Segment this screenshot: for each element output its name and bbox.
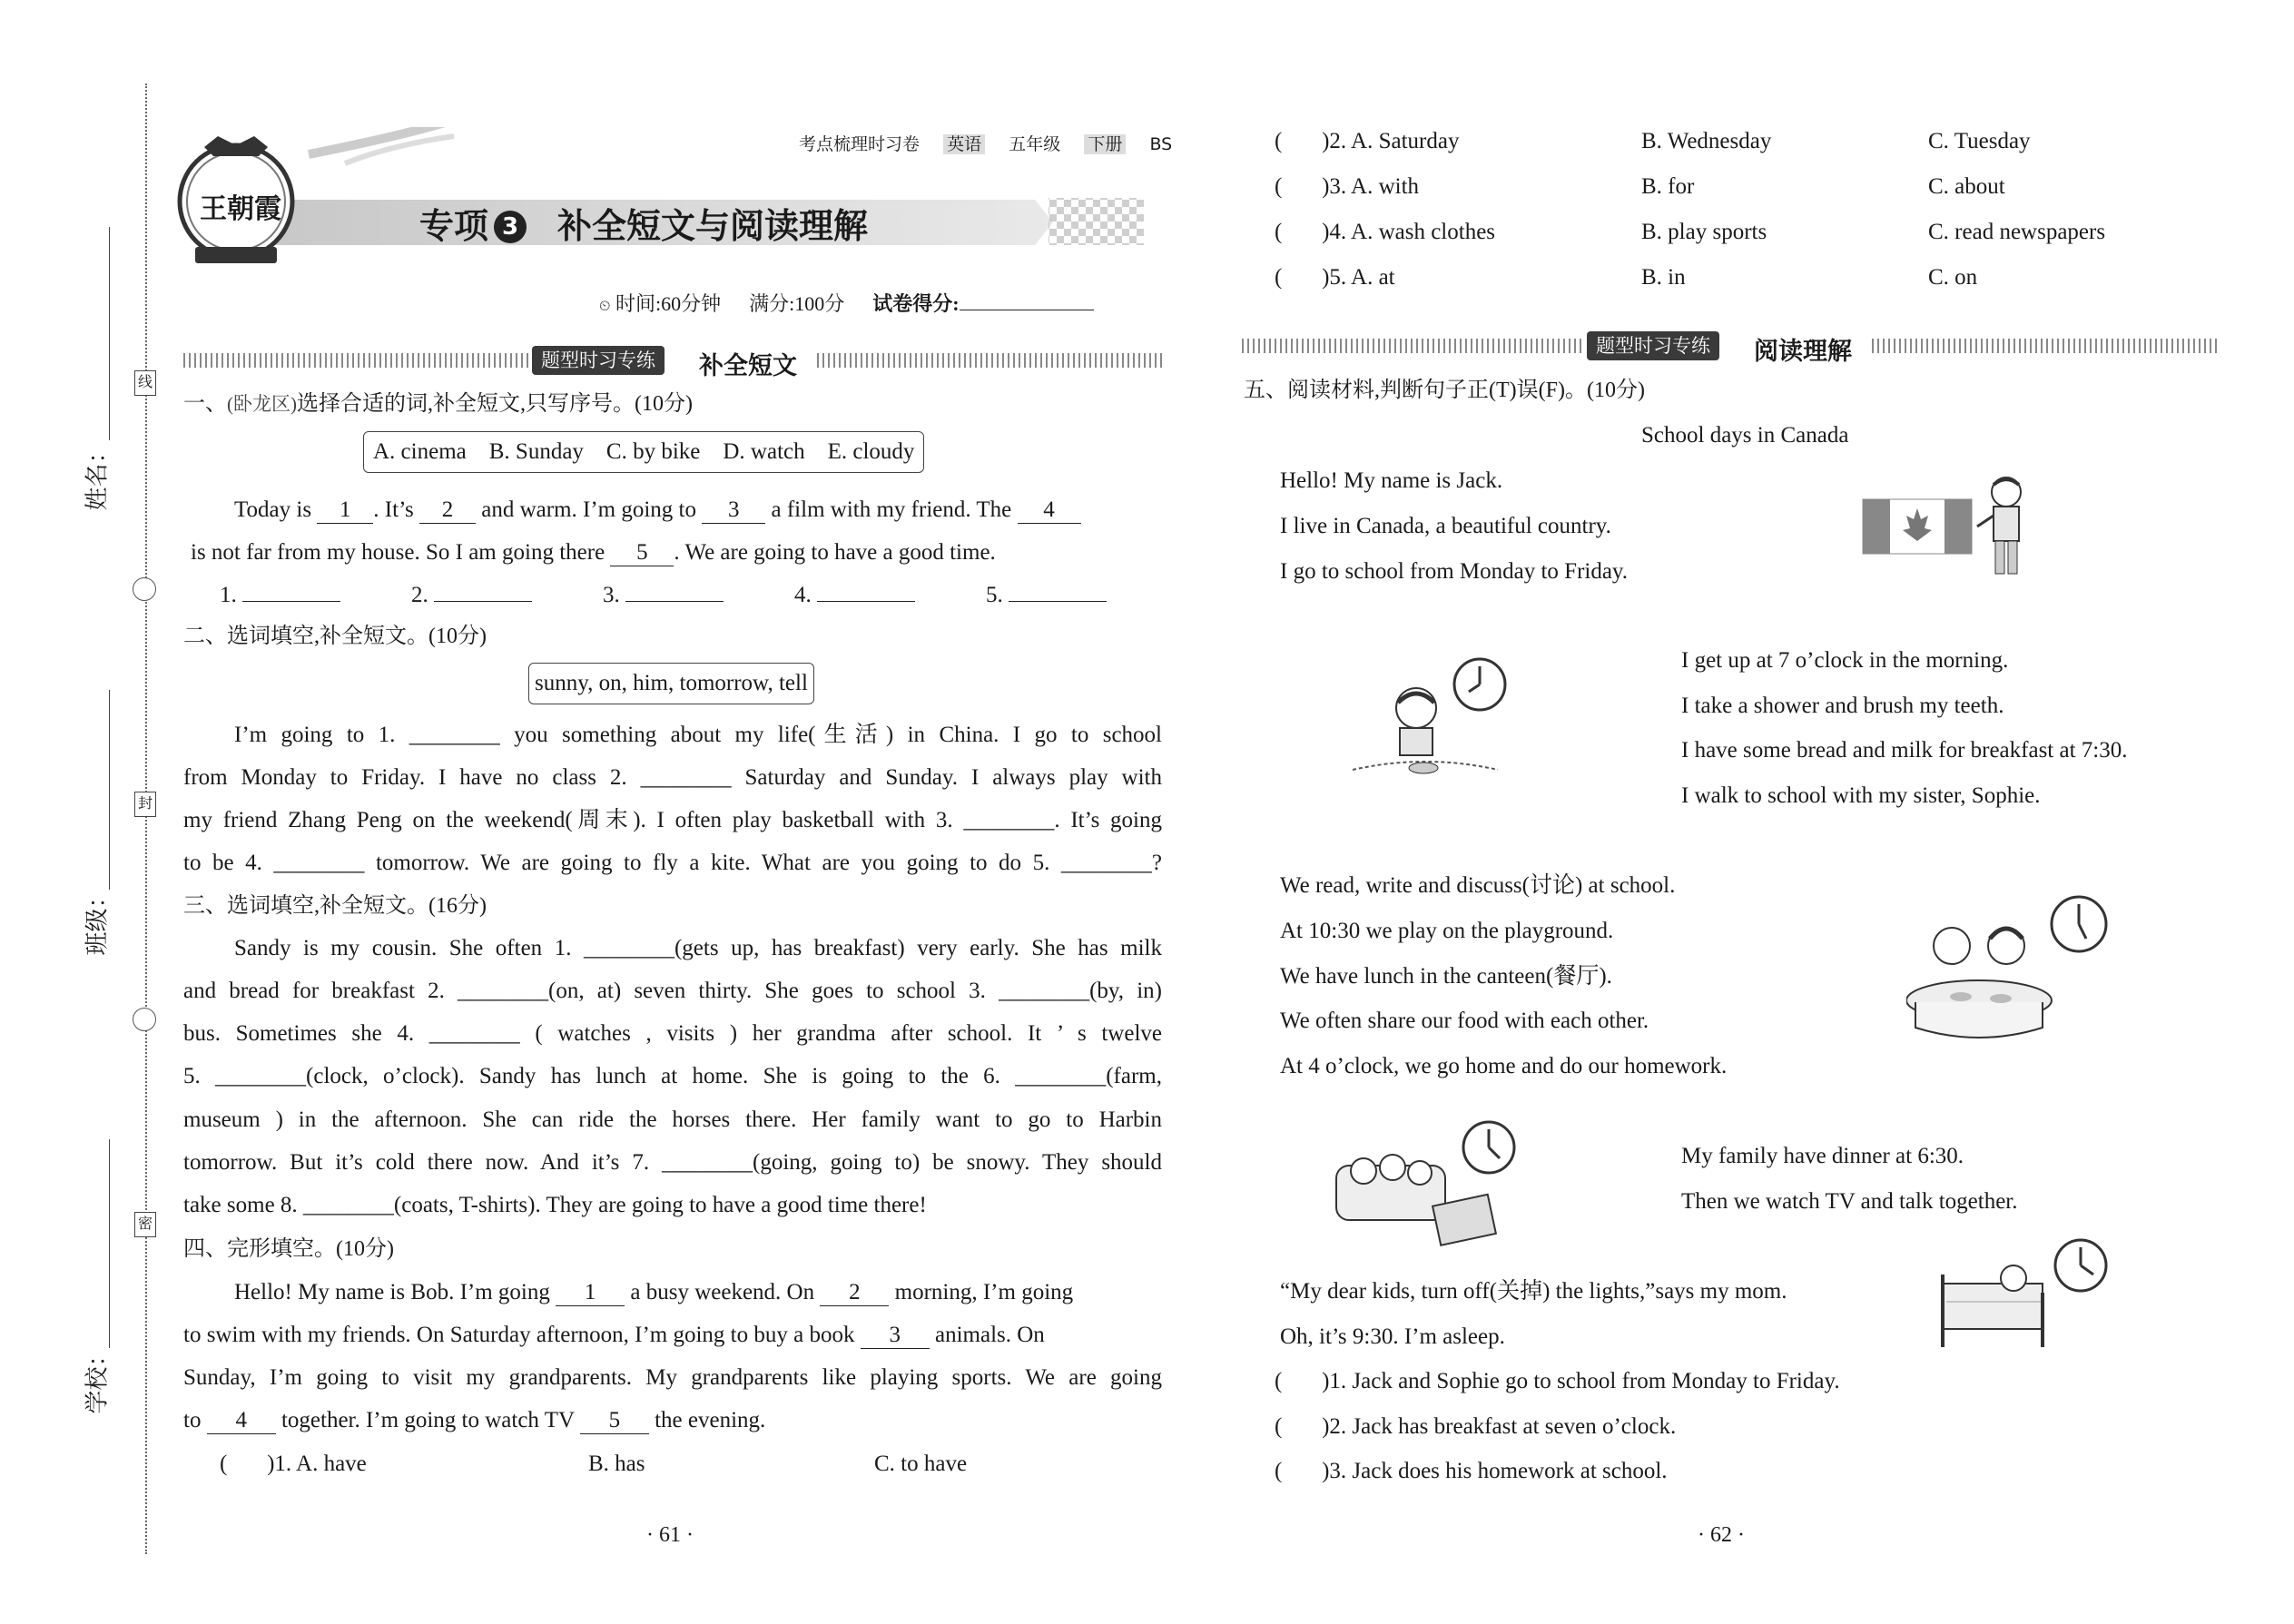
seal-mark-xian: 线: [134, 370, 156, 396]
subject: 英语: [943, 134, 985, 154]
time-limit: 时间:60分钟: [615, 292, 722, 315]
q4-blank-2: 2: [820, 1280, 889, 1306]
logo-text: 王朝霞: [200, 193, 281, 225]
q4-text: to swim with my friends. On Saturday afternoon, I’m going to buy a book: [183, 1323, 861, 1347]
q4-text: together. I’m going to watch TV: [275, 1408, 580, 1432]
q1-blank-3: 3: [702, 497, 765, 524]
edition: BS: [1149, 134, 1173, 154]
family-tv-illustration: [1327, 1117, 1527, 1253]
story-line: Oh, it’s 9:30. I’m asleep.: [1280, 1324, 1505, 1349]
story-line: At 10:30 we play on the playground.: [1280, 919, 1614, 943]
q2-line-4: to be 4. ________ tomorrow. We are going to fly a kite. What are you going to do 5. ________?: [183, 851, 1162, 875]
story-line: Then we watch TV and talk together.: [1681, 1189, 2018, 1214]
q4-text: animals. On: [929, 1323, 1045, 1347]
grade: 五年级: [1009, 134, 1061, 154]
section-bar-right: [817, 353, 1162, 368]
q1-answer-1: 1.: [220, 583, 340, 607]
class-blank-line: [109, 690, 110, 890]
story-line: I have some bread and milk for breakfast at 7:30.: [1681, 738, 2128, 763]
series-name: 考点梳理时习卷: [799, 134, 921, 154]
section-bar-left: [1242, 339, 1583, 353]
q1-heading: [183, 393, 693, 416]
canada-flag-illustration: [1861, 476, 2043, 585]
q4-line-4: [183, 1399, 765, 1442]
story-line: We read, write and discuss(讨论) at school.: [1280, 873, 1676, 898]
q3-line-4: 5. ________(clock, o’clock). Sandy has lunch at home. She is going to the 6. ________(farm,: [183, 1064, 1162, 1088]
q3-line-7: take some 8. ________(coats, T-shirts). They are going to have a good time there!: [183, 1193, 927, 1217]
q1-text: . It’s: [373, 497, 419, 522]
title-number-badge: 3: [494, 211, 527, 243]
exam-info: [599, 289, 1094, 317]
full-score: 满分:100分: [749, 292, 845, 315]
judge-item-3: ( )3. Jack does his homework at school.: [1275, 1459, 1668, 1483]
q4-option-1-a: ( )1. A. have: [220, 1452, 367, 1476]
q1-blank-5: 5: [610, 540, 674, 566]
q4-option-1-c: C. to have: [874, 1452, 968, 1476]
q4-option-2-a: ( )2. A. Saturday: [1275, 129, 1460, 153]
q4-option-5-c: C. on: [1928, 265, 1978, 290]
q3-line-1: Sandy is my cousin. She often 1. ________(gets up, has breakfast) very early. She has milk: [234, 936, 1162, 960]
bedtime-illustration: [1934, 1238, 2115, 1356]
judge-item-2: ( )2. Jack has breakfast at seven o’clock.: [1275, 1414, 1677, 1439]
story-line: My family have dinner at 6:30.: [1681, 1144, 1964, 1168]
q3-line-5: museum ) in the afternoon. She can ride the horses there. Her family want to go to Harbin: [183, 1107, 1162, 1132]
story-line: Hello! My name is Jack.: [1280, 468, 1503, 493]
section-title-reading: 阅读理解: [1754, 338, 1852, 366]
q4-blank-3: 3: [861, 1323, 930, 1349]
section-bar-left: [183, 353, 528, 368]
q1-region: (卧龙区): [227, 393, 297, 415]
page-number-left: · 61 ·: [646, 1523, 694, 1547]
page-number-right: · 62 ·: [1698, 1523, 1745, 1547]
q4-blank-4: 4: [207, 1408, 276, 1434]
lunch-illustration: [1906, 891, 2115, 1055]
q4-text: to: [183, 1408, 207, 1432]
q4-line-1: [234, 1271, 1162, 1314]
score-label: 试卷得分:: [872, 292, 960, 315]
q4-option-4-c: C. read newspapers: [1928, 220, 2106, 244]
q4-text: Hello! My name is Bob. I’m going: [234, 1280, 556, 1304]
term: 下册: [1084, 134, 1126, 154]
q3-line-3: bus. Sometimes she 4. ________ ( watches , visits ) her grandma after school. It ’ s twelve: [183, 1021, 1162, 1046]
section-title-cloze: 补全短文: [699, 352, 797, 380]
q4-option-4-b: B. play sports: [1641, 220, 1767, 244]
q4-blank-1: 1: [556, 1280, 625, 1306]
q1-answer-3: 3.: [603, 583, 724, 607]
story-line: We have lunch in the canteen(餐厅).: [1280, 964, 1612, 989]
q4-option-3-b: B. for: [1641, 174, 1695, 199]
section-bar-right: [1872, 339, 2220, 353]
q5-heading: 五、阅读材料,判断句子正(T)误(F)。(10分): [1244, 379, 1645, 402]
q4-option-5-b: B. in: [1641, 265, 1686, 290]
q1-text: a film with my friend. The: [765, 497, 1018, 522]
title-prefix: 专项: [419, 206, 489, 246]
q2-line-2: from Monday to Friday. I have no class 2. ________ Saturday and Sunday. I always play with: [183, 765, 1162, 790]
q4-heading: 四、完形填空。(10分): [183, 1237, 394, 1261]
q4-option-2-b: B. Wednesday: [1641, 129, 1772, 153]
q4-text: the evening.: [648, 1408, 766, 1432]
q4-option-3-a: ( )3. A. with: [1275, 174, 1420, 199]
school-blank-line: [109, 1139, 110, 1348]
q1-instruction: 选择合适的词,补全短文,只写序号。(10分): [297, 392, 693, 416]
story-line: I go to school from Monday to Friday.: [1280, 559, 1629, 584]
binding-knot-icon: [133, 1008, 156, 1031]
q4-line-3: Sunday, I’m going to visit my grandparents. My grandparents like playing sports. We are going: [183, 1365, 1162, 1390]
q2-line-3: my friend Zhang Peng on the weekend(周末). I often play basketball with 3. ________. It’s going: [183, 808, 1162, 832]
school-label: 学校：: [84, 1343, 111, 1414]
q1-answer-4: 4.: [794, 583, 915, 607]
title-main: 补全短文与阅读理解: [557, 206, 869, 246]
story-line: I live in Canada, a beautiful country.: [1280, 514, 1611, 538]
story-line: We often share our food with each other.: [1280, 1009, 1649, 1033]
q1-line-2: [191, 531, 996, 575]
q1-blank-2: 2: [419, 497, 476, 524]
seal-mark-mi: 密: [134, 1212, 156, 1237]
section-badge: 题型时习专练: [532, 346, 665, 375]
story-line: “My dear kids, turn off(关掉) the lights,”says my mom.: [1280, 1279, 1787, 1304]
q4-option-3-c: C. about: [1928, 174, 2005, 199]
q1-blank-1: 1: [317, 497, 373, 524]
q1-answer-5: 5.: [986, 583, 1107, 607]
q4-text: a busy weekend. On: [625, 1280, 821, 1304]
section-badge: 题型时习专练: [1587, 331, 1719, 360]
q1-answer-row: [220, 574, 1107, 617]
binding-dotted-line: [145, 84, 147, 1554]
q1-answer-2: 2.: [411, 583, 532, 607]
binding-knot-icon: [133, 577, 156, 601]
name-label: 姓名：: [84, 439, 111, 511]
page-title: [419, 198, 868, 248]
q4-option-4-a: ( )4. A. wash clothes: [1275, 220, 1496, 244]
q3-heading: 三、选词填空,补全短文。(16分): [183, 894, 487, 918]
q4-option-5-a: ( )5. A. at: [1275, 265, 1395, 290]
q2-line-1: I’m going to 1. ________ you something about my life(生活) in China. I go to school: [234, 723, 1162, 747]
q4-option-2-c: C. Tuesday: [1928, 129, 2031, 153]
story-line: I walk to school with my sister, Sophie.: [1681, 783, 2041, 808]
story-title: School days in Canada: [1641, 423, 1849, 448]
q1-text: and warm. I’m going to: [476, 497, 703, 522]
q3-line-6: tomorrow. But it’s cold there now. And it’s 7. ________(going, going to) be snowy. They should: [183, 1150, 1162, 1175]
q1-text: . We are going to have a good time.: [674, 540, 996, 565]
story-line: I get up at 7 o’clock in the morning.: [1681, 648, 2009, 673]
q2-heading: 二、选词填空,补全短文。(10分): [183, 625, 487, 648]
q1-word-box: A. cinema B. Sunday C. by bike D. watch E. cloudy: [363, 431, 924, 473]
q4-blank-5: 5: [580, 1408, 649, 1434]
story-line: At 4 o’clock, we go home and do our homework.: [1280, 1054, 1728, 1078]
class-label: 班级：: [84, 884, 111, 956]
q1-line-1: [234, 488, 1162, 532]
q3-line-2: and bread for breakfast 2. ________(on, at) seven thirty. She goes to school 3. ________(by, in): [183, 979, 1162, 1003]
q2-word-box: sunny, on, him, tomorrow, tell: [528, 663, 814, 704]
q1-number: 一、: [183, 392, 227, 416]
q4-text: morning, I’m going: [889, 1280, 1074, 1304]
breakfast-illustration: [1344, 652, 1507, 788]
story-line: I take a shower and brush my teeth.: [1681, 694, 2004, 718]
clock-icon: ⏲: [599, 299, 611, 314]
seal-mark-feng: 封: [134, 792, 156, 817]
name-blank-line: [109, 227, 110, 440]
q4-option-1-b: B. has: [588, 1452, 645, 1476]
q1-blank-4: 4: [1018, 497, 1081, 524]
q1-text: is not far from my house. So I am going there: [191, 540, 611, 565]
q1-text: Today is: [234, 497, 318, 522]
q4-line-2: [183, 1314, 1162, 1357]
judge-item-1: ( )1. Jack and Sophie go to school from Monday to Friday.: [1275, 1369, 1840, 1393]
